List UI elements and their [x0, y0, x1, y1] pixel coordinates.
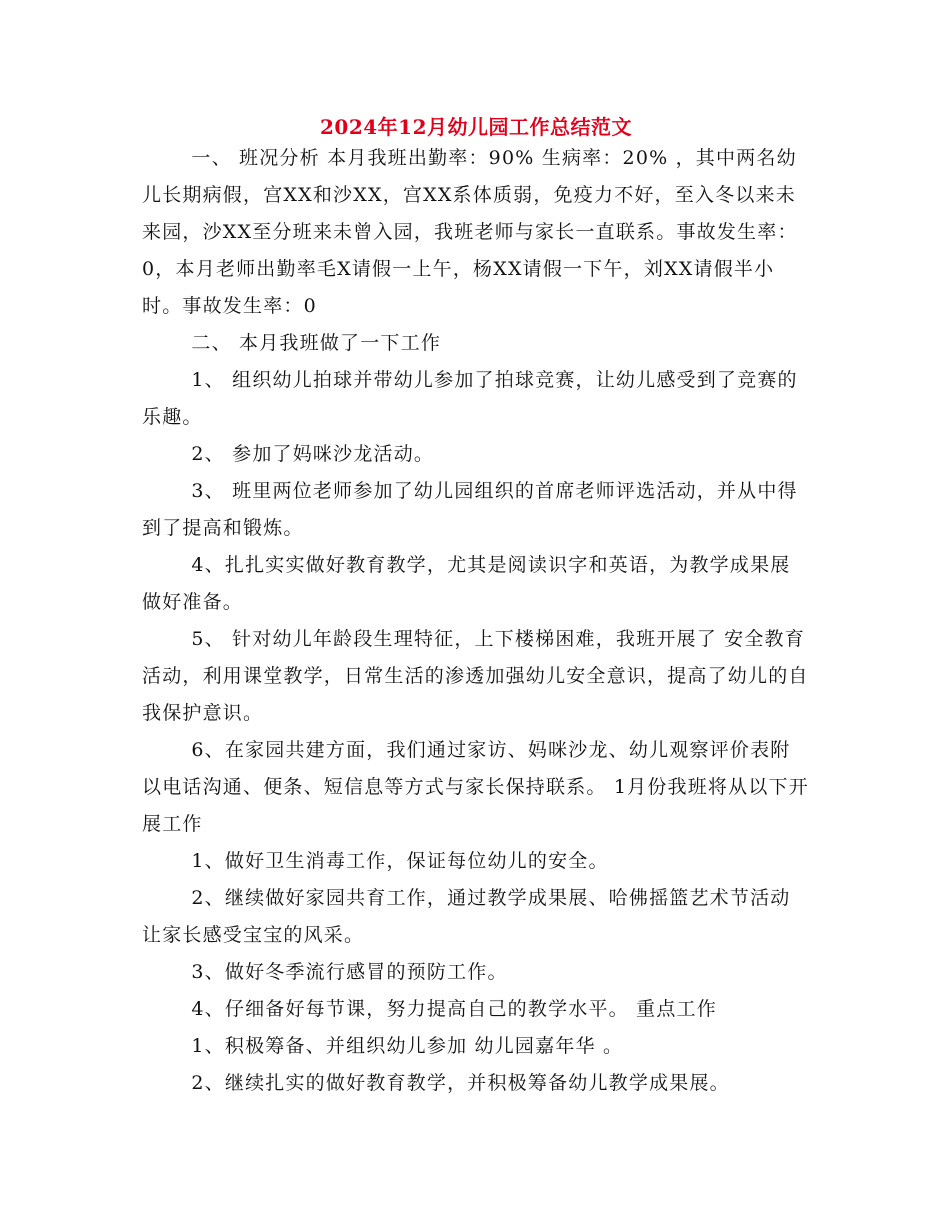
paragraph-plan-flu-prevention: 3、做好冬季流行感冒的预防工作。 — [191, 961, 508, 983]
paragraph-item-teacher-selection: 3、 班里两位老师参加了幼儿园组织的首席老师评选活动，并从中得到了提高和锻炼。 — [142, 480, 798, 539]
paragraph-item-ball-game: 1、 组织幼儿拍球并带幼儿参加了拍球竞赛，让幼儿感受到了竞赛的乐趣。 — [142, 369, 798, 428]
paragraph-item-teaching: 4、扎扎实实做好教育教学，尤其是阅读识字和英语，为教学成果展做好准备。 — [142, 554, 791, 613]
paragraph-class-analysis: 一、 班况分析 本月我班出勤率：90% 生病率：20% ，其中两名幼儿长期病假，宫XX和沙XX，宫XX系体质弱，免疫力不好，至入冬以来未来园，沙XX至分班来未曾入园，我班老师与家长一直联系。事故发生率：0，本月老师出勤率毛X请假一上午，杨XX请假一下午，刘XX请假半小时。事故发生率：0 — [142, 147, 798, 317]
document-title: 2024年12月幼儿园工作总结范文 — [320, 115, 632, 139]
paragraph-key-carnival: 1、积极筹备、并组织幼儿参加 幼儿园嘉年华 。 — [191, 1035, 624, 1057]
paragraph-section-two-heading: 二、 本月我班做了一下工作 — [191, 332, 442, 354]
paragraph-item-safety: 5、 针对幼儿年龄段生理特征，上下楼梯困难，我班开展了 安全教育 活动，利用课堂教学，日常生活的渗透加强幼儿安全意识，提高了幼儿的自我保护意识。 — [142, 628, 809, 724]
paragraph-item-salon: 2、 参加了妈咪沙龙活动。 — [191, 443, 435, 465]
paragraph-key-showcase: 2、继续扎实的做好教育教学，并积极筹备幼儿教学成果展。 — [191, 1072, 730, 1094]
paragraph-plan-hygiene: 1、做好卫生消毒工作，保证每位幼儿的安全。 — [191, 850, 609, 872]
paragraph-item-home-school: 6、在家园共建方面，我们通过家访、妈咪沙龙、幼儿观察评价表附以电话沟通、便条、短信息等方式与家长保持联系。 1月份我班将从以下开展工作 — [142, 739, 809, 835]
document-body — [142, 114, 810, 1102]
paragraph-plan-co-education: 2、继续做好家园共育工作，通过教学成果展、哈佛摇篮艺术节活动让家长感受宝宝的风采。 — [142, 887, 791, 946]
paragraph-plan-lesson-prep: 4、仔细备好每节课，努力提高自己的教学水平。 重点工作 — [191, 998, 717, 1020]
